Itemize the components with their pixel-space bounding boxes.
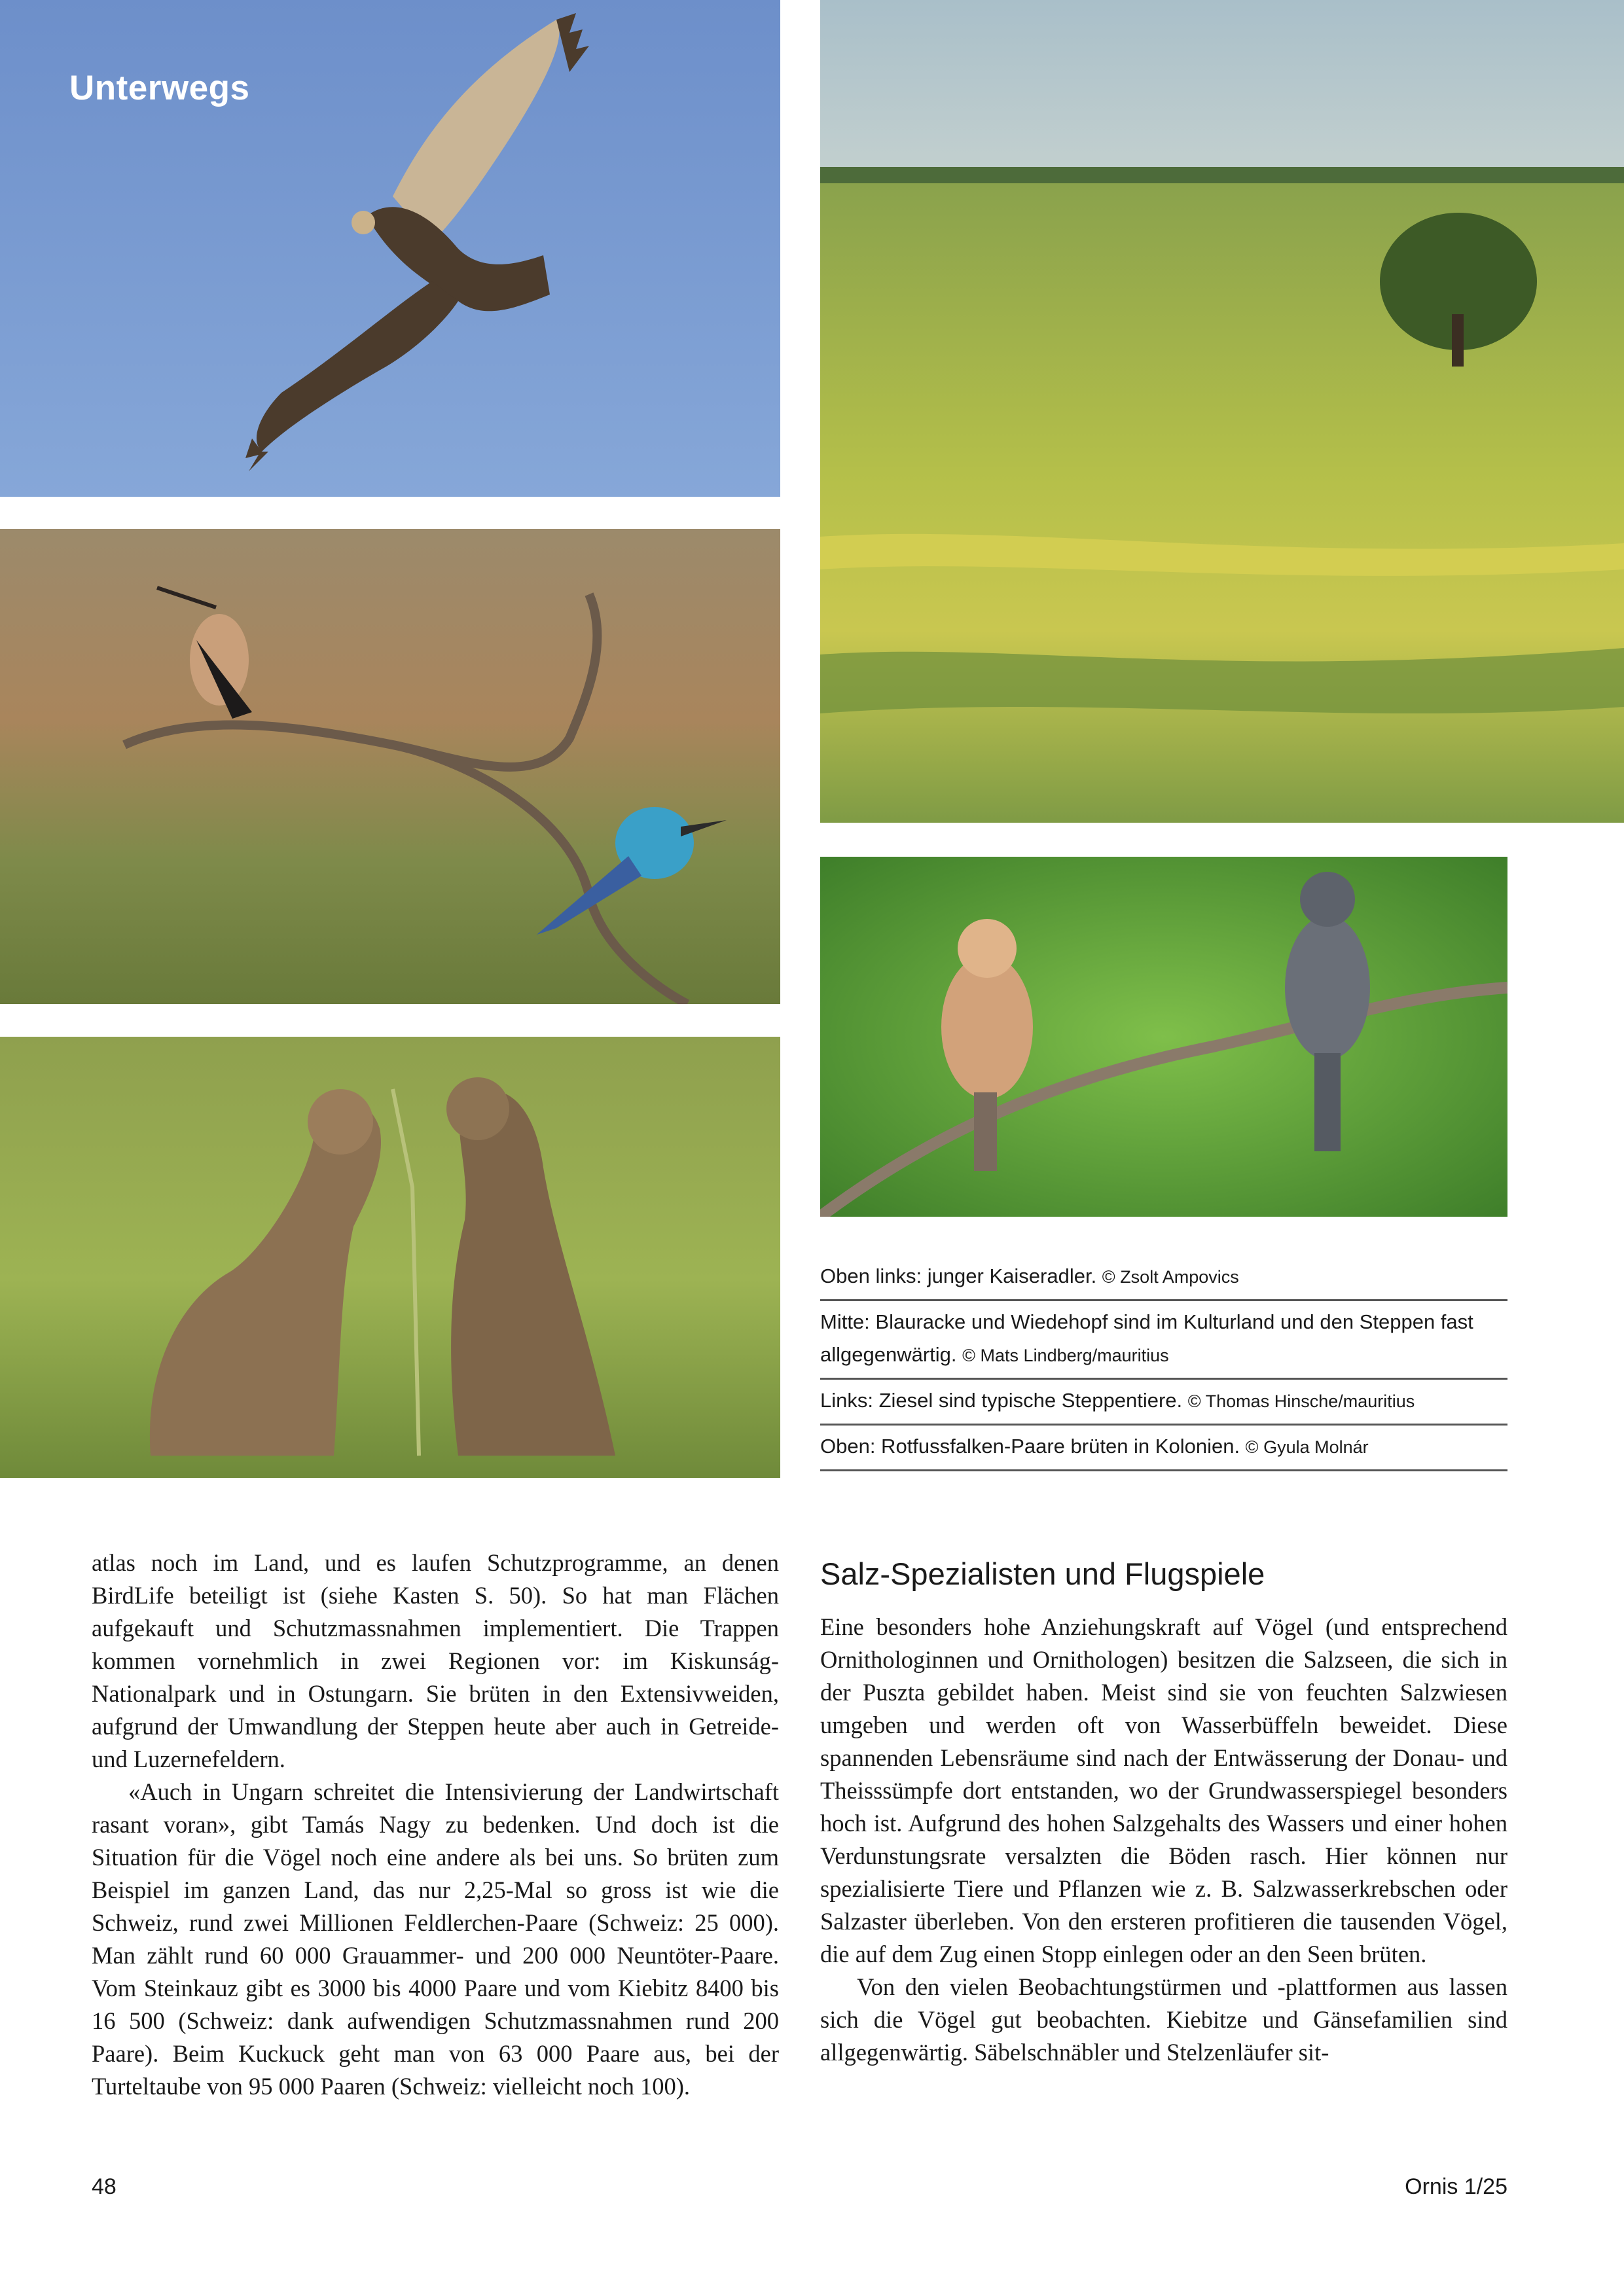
section-label: Unterwegs	[69, 69, 250, 107]
caption-text: Oben links: junger Kaiseradler.	[820, 1265, 1102, 1287]
caption-roller-hoopoe	[820, 1301, 1507, 1380]
caption-credit: © Mats Lindberg/mauritius	[962, 1346, 1169, 1365]
section-heading: Salz-Spezialisten und Flugspiele	[820, 1556, 1265, 1591]
magazine-issue: Ornis 1/25	[1405, 2174, 1507, 2199]
paragraph: Eine besonders hohe Anziehungskraft auf Vögel (und entsprechend Ornithologinnen und Ornithologen) besitzen die Salzseen, die sich in der Puszta gebildet haben. Meist sind sie von feuchten Salzwiesen umgeben und werden oft von Wasserbüffeln beweidet. Diese spannenden Lebensräume sind nach der Entwässerung der Donau- und Theisssümpfe dort entstanden, wo der Grundwasserspiegel besonders hoch ist. Aufgrund des hohen Salzgehalts des Wassers und einer hohen Verdunstungsrate versalzten die Böden rasch. Hier können nur spezialisierte Tiere und Pflanzen wie z. B. Salzwasserkrebschen oder Salzaster überleben. Von den ersteren profitieren die tausenden Vögel, die auf dem Zug einen Stopp einlegen oder an den Seen brüten.	[820, 1613, 1507, 1967]
caption-text: Oben: Rotfussfalken-Paare brüten in Kolonien.	[820, 1435, 1246, 1458]
caption-ziesel	[820, 1380, 1507, 1426]
caption-credit: © Gyula Molnár	[1245, 1437, 1369, 1457]
caption-eagle	[820, 1255, 1507, 1301]
caption-text: Links: Ziesel sind typische Steppentiere.	[820, 1389, 1188, 1412]
paragraph: «Auch in Ungarn schreitet die Intensivierung der Landwirtschaft rasant voran», gibt Tamás Nagy zu bedenken. Und doch ist die Situation für die Vögel noch eine andere als bei uns. So brüten zum Beispiel im ganzen Land, das nur 2,25-Mal so gross ist wie die Schweiz, rund zwei Millionen Feldlerchen-Paare (Schweiz: 25 000). Man zählt rund 60 000 Grauammer- und 200 000 Neuntöter-Paare. Vom Steinkauz gibt es 3000 bis 4000 Paare und vom Kiebitz 8400 bis 16 500 (Schweiz: dank aufwendigen Schutzmassnahmen rund 200 Paare). Beim Kuckuck geht man von 63 000 Paare aus, bei der Turteltaube von 95 000 Paaren (Schweiz: vielleicht noch 100).	[92, 1778, 779, 2100]
eagle-photo	[0, 0, 780, 497]
steppe-landscape-photo	[820, 0, 1624, 823]
article-left-column	[92, 1547, 779, 2103]
hoopoe-roller-photo	[0, 529, 780, 1004]
paragraph: atlas noch im Land, und es laufen Schutzprogramme, an denen BirdLife beteiligt ist (siehe Kasten S. 50). So hat man Flächen aufgekauft und Schutzmassnahmen implementiert. Die Trappen kommen vornehmlich in zwei Regionen vor: im Kiskunság-Nationalpark und in Ostungarn. Sie brüten in den Extensivweiden, aufgrund der Umwandlung der Steppen heute aber auch in Getreide- und Luzernefeldern.	[92, 1549, 779, 1772]
red-footed-falcons-photo	[820, 857, 1507, 1217]
page-number: 48	[92, 2174, 117, 2199]
photo-captions	[820, 1255, 1507, 1471]
paragraph: Von den vielen Beobachtungstürmen und -plattformen aus lassen sich die Vögel gut beobachten. Kiebitze und Gänsefamilien sind allgegenwärtig. Säbelschnäbler und Stelzenläufer sit-	[820, 1973, 1507, 2066]
ground-squirrels-photo	[0, 1037, 780, 1478]
caption-falcons	[820, 1426, 1507, 1471]
caption-credit: © Thomas Hinsche/mauritius	[1187, 1391, 1415, 1411]
article-right-column	[820, 1554, 1507, 2069]
caption-text: Mitte: Blauracke und Wiedehopf sind im Kulturland und den Steppen fast allgegenwärtig.	[820, 1310, 1473, 1366]
caption-credit: © Zsolt Ampovics	[1102, 1267, 1239, 1287]
